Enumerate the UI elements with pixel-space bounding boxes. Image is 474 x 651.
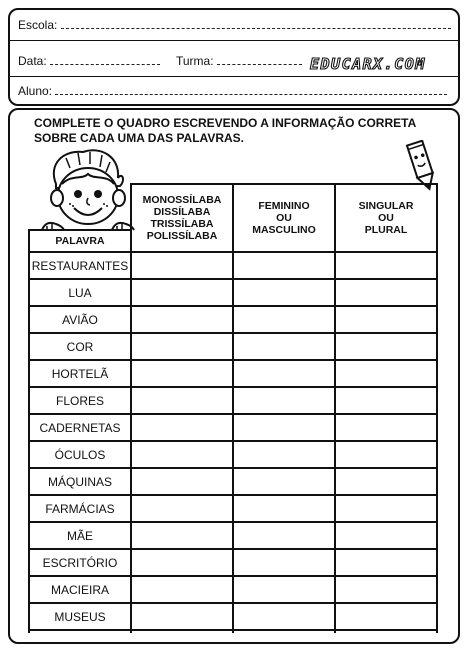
syllable-answer-cell[interactable]: [131, 360, 233, 387]
syllable-answer-cell[interactable]: [131, 468, 233, 495]
number-header-line: SINGULAR: [358, 200, 414, 212]
escola-label: Escola:: [18, 18, 58, 32]
gender-header-line: FEMININO: [258, 200, 310, 212]
word-cell: MUSEUS: [54, 609, 106, 624]
gender-answer-cell[interactable]: [233, 306, 335, 333]
gender-answer-cell[interactable]: [233, 468, 335, 495]
word-cell: MACIEIRA: [50, 582, 109, 597]
number-answer-cell[interactable]: [335, 495, 437, 522]
number-answer-cell[interactable]: [335, 387, 437, 414]
gender-answer-cell[interactable]: [233, 522, 335, 549]
gender-answer-cell[interactable]: [233, 576, 335, 603]
gender-answer-cell[interactable]: [233, 360, 335, 387]
syllable-answer-cell[interactable]: [131, 279, 233, 306]
gender-answer-cell[interactable]: [233, 549, 335, 576]
aluno-label: Aluno:: [18, 84, 53, 98]
number-header-line: OU: [378, 212, 394, 224]
number-answer-cell[interactable]: [335, 279, 437, 306]
gender-answer-cell[interactable]: [233, 252, 335, 279]
number-answer-cell[interactable]: [335, 306, 437, 333]
number-answer-cell[interactable]: [335, 549, 437, 576]
syllable-answer-cell[interactable]: [131, 441, 233, 468]
syllable-answer-cell[interactable]: [131, 495, 233, 522]
gender-answer-cell[interactable]: [233, 279, 335, 306]
word-cell: ESCRITÓRIO: [42, 555, 118, 570]
number-answer-cell[interactable]: [335, 522, 437, 549]
educarx-logo: EDUCARX.COM: [310, 55, 426, 73]
gender-answer-cell[interactable]: [233, 333, 335, 360]
word-cell: RESTAURANTES: [31, 258, 129, 273]
word-header-label: PALAVRA: [55, 235, 105, 247]
syllable-answer-cell[interactable]: [131, 306, 233, 333]
word-cell: FLORES: [55, 393, 104, 408]
word-cell: FARMÁCIAS: [45, 501, 115, 516]
number-header-line: PLURAL: [364, 224, 408, 236]
syllables-header-line: DISSÍLABA: [153, 206, 211, 218]
number-answer-cell[interactable]: [335, 360, 437, 387]
number-answer-cell[interactable]: [335, 576, 437, 603]
number-column-header: [335, 186, 437, 250]
number-answer-cell[interactable]: [335, 333, 437, 360]
word-cell: MÁQUINAS: [47, 474, 112, 489]
word-column-header: [30, 232, 130, 250]
word-cell: MÃE: [66, 528, 93, 543]
gender-column-header: [233, 186, 335, 250]
syllables-header-line: TRISSÍLABA: [150, 218, 214, 230]
gender-header-line: MASCULINO: [252, 224, 316, 236]
syllable-answer-cell[interactable]: [131, 549, 233, 576]
word-cell: HORTELÃ: [51, 366, 109, 381]
gender-answer-cell[interactable]: [233, 495, 335, 522]
number-answer-cell[interactable]: [335, 603, 437, 630]
syllables-column-header: [131, 186, 233, 250]
word-cell: ÓCULOS: [54, 447, 106, 462]
syllables-header-line: POLISSÍLABA: [146, 230, 218, 242]
gender-answer-cell[interactable]: [233, 603, 335, 630]
number-answer-cell[interactable]: [335, 414, 437, 441]
number-answer-cell[interactable]: [335, 252, 437, 279]
word-cell: AVIÃO: [62, 312, 98, 327]
syllable-answer-cell[interactable]: [131, 603, 233, 630]
gender-answer-cell[interactable]: [233, 414, 335, 441]
syllable-answer-cell[interactable]: [131, 333, 233, 360]
syllable-answer-cell[interactable]: [131, 252, 233, 279]
syllable-answer-cell[interactable]: [131, 414, 233, 441]
number-answer-cell[interactable]: [335, 468, 437, 495]
instructions-text: COMPLETE O QUADRO ESCREVENDO A INFORMAÇÃO CORRETA SOBRE CADA UMA DAS PALAVRAS.: [34, 116, 416, 145]
syllable-answer-cell[interactable]: [131, 576, 233, 603]
word-cell: CADERNETAS: [39, 420, 121, 435]
gender-answer-cell[interactable]: [233, 387, 335, 414]
word-cell: COR: [66, 339, 94, 354]
word-cell: LUA: [68, 285, 92, 300]
gender-answer-cell[interactable]: [233, 441, 335, 468]
turma-label: Turma:: [176, 54, 214, 68]
syllable-answer-cell[interactable]: [131, 387, 233, 414]
gender-header-line: OU: [276, 212, 292, 224]
syllable-answer-cell[interactable]: [131, 522, 233, 549]
data-label: Data:: [18, 54, 47, 68]
syllables-header-line: MONOSSÍLABA: [142, 194, 222, 206]
number-answer-cell[interactable]: [335, 441, 437, 468]
